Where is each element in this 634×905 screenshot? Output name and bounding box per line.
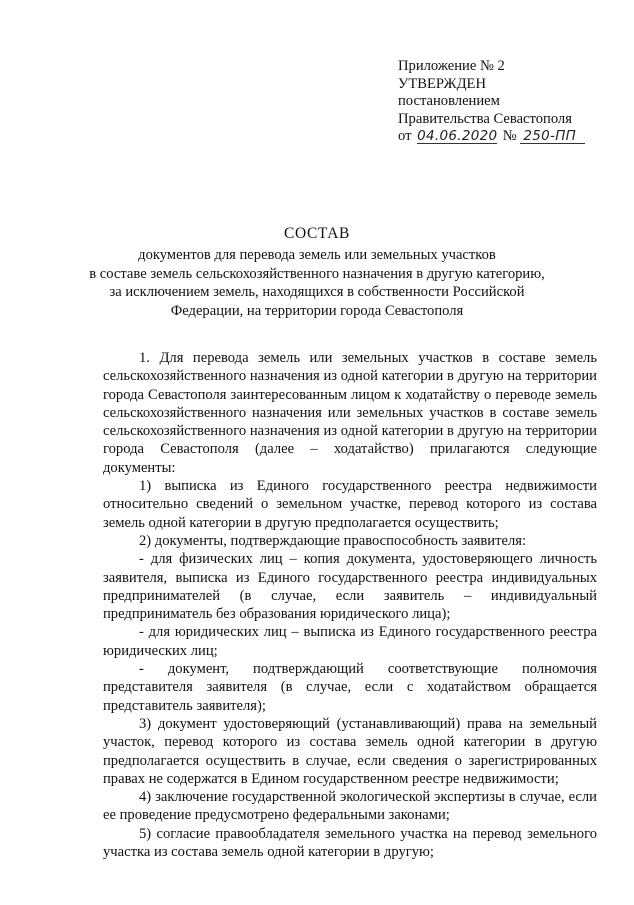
title-line: за исключением земель, находящихся в собственности Российской bbox=[109, 284, 525, 300]
title-line: документов для перевода земель или земельных участков bbox=[138, 247, 496, 263]
number-prefix: № bbox=[502, 128, 517, 145]
date-number-line bbox=[398, 128, 628, 146]
paragraph: 5) согласие правообладателя земельного участка на перевод земельного участка из состава земель одной категории в другую; bbox=[103, 825, 597, 861]
paragraph: 1. Для перевода земель или земельных участков в составе земель сельскохозяйственного назначения из одной категории в другую на территории города Севастополя заинтересованным лицом к ходатайству о переводе земель сельскохозяйственного назначения или земельных участков в составе земель сельскохозяйственного назначения из одной категории в другую на территории города Севастополя (далее – ходатайство) прилагаются следующие документы: bbox=[103, 350, 597, 476]
title-line: в составе земель сельскохозяйственного назначения в другую категорию, bbox=[89, 265, 545, 282]
document-title bbox=[40, 224, 594, 320]
paragraph: 2) документы, подтверждающие правоспособность заявителя: bbox=[139, 532, 527, 549]
date-prefix: от bbox=[398, 128, 412, 145]
paragraph: 3) документ удостоверяющий (устанавливающий) права на земельный участок, перевод которого из состава земель одной категории в другую предполагается осуществить в случае, если сведения о зарегистрированных правах не содержатся в Едином государственном реестре недвижимости; bbox=[103, 715, 597, 787]
approved-label: УТВЕРЖДЕН bbox=[398, 75, 486, 92]
resolution-label: постановлением bbox=[398, 93, 500, 110]
handwritten-number: 250-ПП bbox=[520, 129, 585, 144]
government-label: Правительства Севастополя bbox=[398, 110, 572, 127]
title-line: Федерации, на территории города Севастополя bbox=[170, 302, 464, 319]
approval-block bbox=[398, 58, 628, 146]
paragraph: 1) выписка из Единого государственного реестра недвижимости относительно сведений о земельном участке, перевод которого из состава земель одной категории в другую предполагается осуществить; bbox=[103, 478, 597, 531]
title-main: СОСТАВ bbox=[284, 225, 350, 242]
paragraph: 4) заключение государственной экологической экспертизы в случае, если ее проведение предусмотрено федеральными законами; bbox=[103, 789, 597, 824]
paragraph: - для физических лиц – копия документа, удостоверяющего личность заявителя, выписка из Единого государственного реестра индивидуальных предпринимателей (в случае, если заявитель – индивидуальный предприниматель без образования юридического лица); bbox=[103, 551, 597, 623]
handwritten-date: 04.06.2020 bbox=[417, 128, 498, 145]
document-body bbox=[103, 349, 597, 861]
paragraph: - для юридических лиц – выписка из Единого государственного реестра юридических лиц; bbox=[103, 624, 597, 659]
annex-label: Приложение № 2 bbox=[398, 58, 505, 74]
paragraph: - документ, подтверждающий соответствующие полномочия представителя заявителя (в случае, если с ходатайством обращается представитель заявителя); bbox=[103, 661, 597, 714]
